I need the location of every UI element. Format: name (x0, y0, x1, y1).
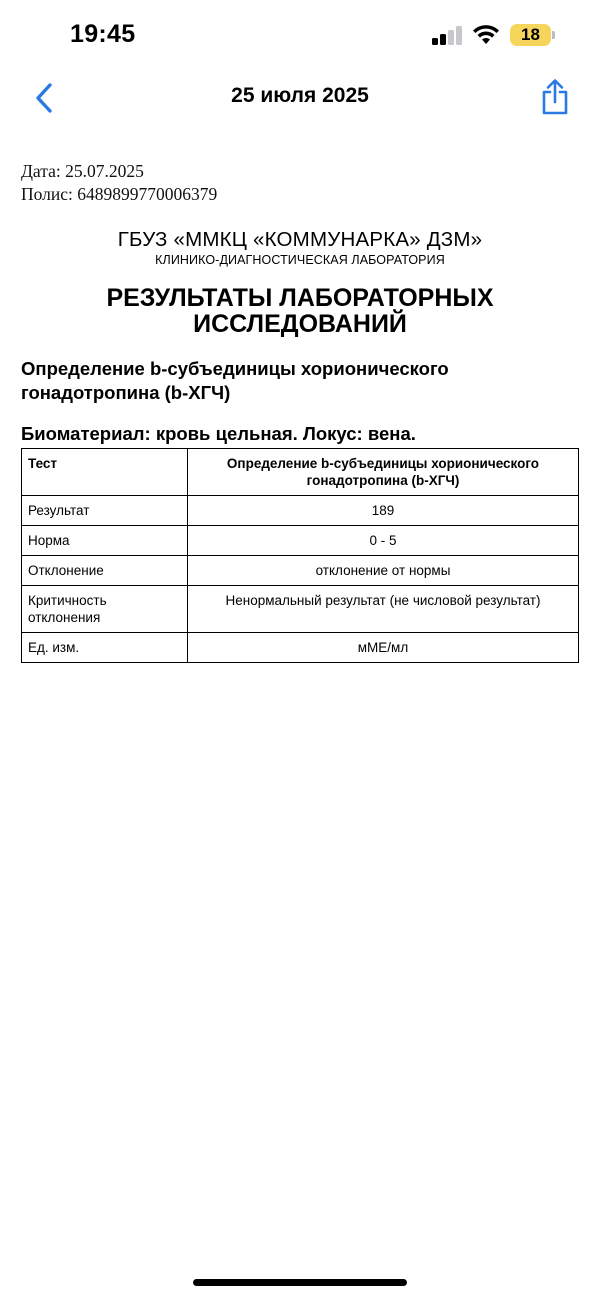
results-table (21, 448, 579, 663)
row-label: Отклонение (22, 556, 188, 586)
share-icon[interactable] (540, 78, 570, 116)
report-title (21, 285, 579, 337)
organization-name: ГБУЗ «ММКЦ «КОММУНАРКА» ДЗМ» (117, 228, 483, 251)
row-value: Ненормальный результат (не числовой результат) (188, 586, 579, 633)
report-title-line-1: РЕЗУЛЬТАТЫ ЛАБОРАТОРНЫХ (106, 284, 494, 312)
table-header-label: Тест (22, 449, 188, 496)
test-name: Определение b-субъединицы хорионического гонадотропина (b-ХГЧ) (21, 358, 449, 403)
signal-icon (432, 25, 464, 45)
row-label: Критичность отклонения (22, 586, 188, 633)
row-label: Ед. изм. (22, 633, 188, 663)
status-bar (0, 0, 600, 72)
policy-number: Полис: 6489899770006379 (21, 184, 218, 204)
status-time: 19:45 (70, 20, 136, 48)
row-label: Результат (22, 496, 188, 526)
report-meta (21, 160, 579, 206)
biomaterial-line: Биоматериал: кровь цельная. Локус: вена. (21, 423, 416, 444)
row-value: 0 - 5 (188, 526, 579, 556)
table-row-criticality (22, 586, 579, 633)
battery-icon: 18 (510, 24, 551, 46)
row-value: мМЕ/мл (188, 633, 579, 663)
home-indicator[interactable] (193, 1279, 407, 1286)
row-value: 189 (188, 496, 579, 526)
laboratory-name: КЛИНИКО-ДИАГНОСТИЧЕСКАЯ ЛАБОРАТОРИЯ (155, 253, 445, 267)
table-header-value: Определение b-субъединицы хорионического гонадотропина (b-ХГЧ) (188, 449, 579, 496)
navigation-bar (0, 72, 600, 124)
table-row-result (22, 496, 579, 526)
wifi-icon (472, 24, 500, 45)
lab-report-document (21, 160, 579, 663)
nav-title: 25 июля 2025 (231, 84, 369, 107)
battery-tip (552, 31, 555, 39)
table-row-units (22, 633, 579, 663)
table-row-deviation (22, 556, 579, 586)
table-row-norm (22, 526, 579, 556)
row-value: отклонение от нормы (188, 556, 579, 586)
report-title-line-2: ИССЛЕДОВАНИЙ (193, 310, 407, 338)
table-header-row (22, 449, 579, 496)
report-date: Дата: 25.07.2025 (21, 161, 144, 181)
row-label: Норма (22, 526, 188, 556)
